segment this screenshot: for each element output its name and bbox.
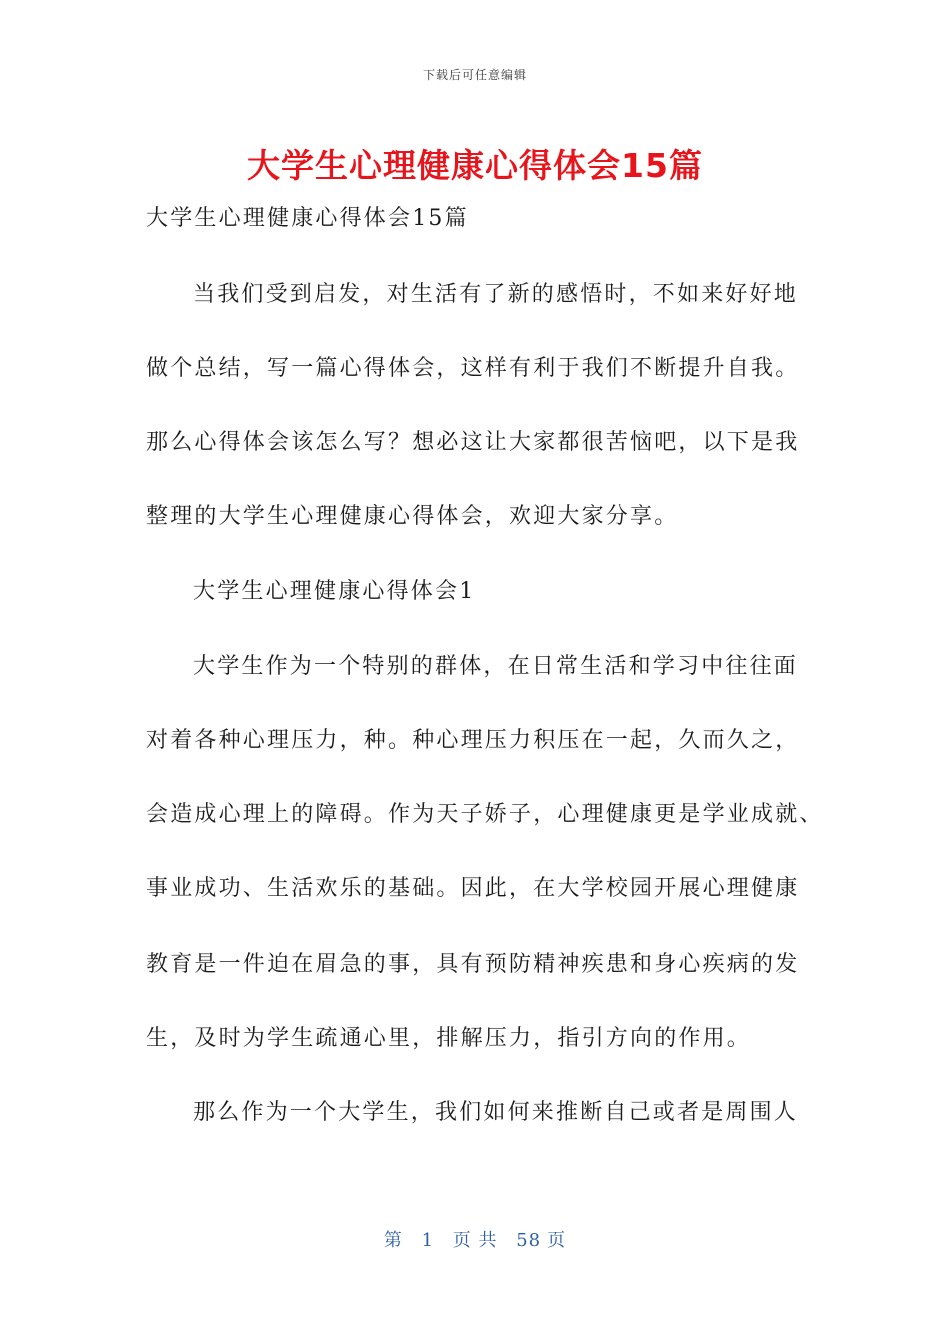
paragraph-line: 事业成功、生活欢乐的基础。因此，在大学校园开展心理健康 — [146, 876, 800, 901]
footer-prefix: 第 — [383, 1230, 403, 1251]
paragraph-line: 大学生作为一个特别的群体，在日常生活和学习中往往面 — [193, 654, 799, 679]
paragraph-line: 当我们受到启发，对生活有了新的感悟时，不如来好好地 — [193, 282, 799, 307]
total-page-count: 58 — [516, 1230, 542, 1251]
paragraph-line: 会造成心理上的障碍。作为天子娇子，心理健康更是学业成就、 — [146, 802, 824, 827]
subtitle-line: 大学生心理健康心得体会15篇 — [146, 206, 469, 231]
paragraph-line: 做个总结，写一篇心得体会，这样有利于我们不断提升自我。 — [146, 356, 800, 381]
paragraph-line: 生，及时为学生疏通心里，排解压力，指引方向的作用。 — [146, 1026, 752, 1051]
footer-suffix: 页 — [547, 1230, 567, 1251]
page-footer — [0, 1226, 950, 1252]
paragraph-line: 那么作为一个大学生，我们如何来推断自己或者是周围人 — [193, 1100, 799, 1125]
paragraph-line: 整理的大学生心理健康心得体会，欢迎大家分享。 — [146, 504, 679, 529]
paragraph-line: 对着各种心理压力，种。种心理压力积压在一起，久而久之， — [146, 728, 800, 753]
current-page-number: 1 — [421, 1230, 435, 1251]
document-title: 大学生心理健康心得体会15篇 — [247, 146, 703, 185]
page-header: 下载后可任意编辑 — [422, 68, 527, 82]
paragraph-line: 教育是一件迫在眉急的事，具有预防精神疾患和身心疾病的发 — [146, 952, 800, 977]
footer-middle: 页 共 — [452, 1230, 498, 1251]
section-heading: 大学生心理健康心得体会1 — [193, 579, 476, 604]
paragraph-line: 那么心得体会该怎么写？想必这让大家都很苦恼吧，以下是我 — [146, 430, 800, 455]
